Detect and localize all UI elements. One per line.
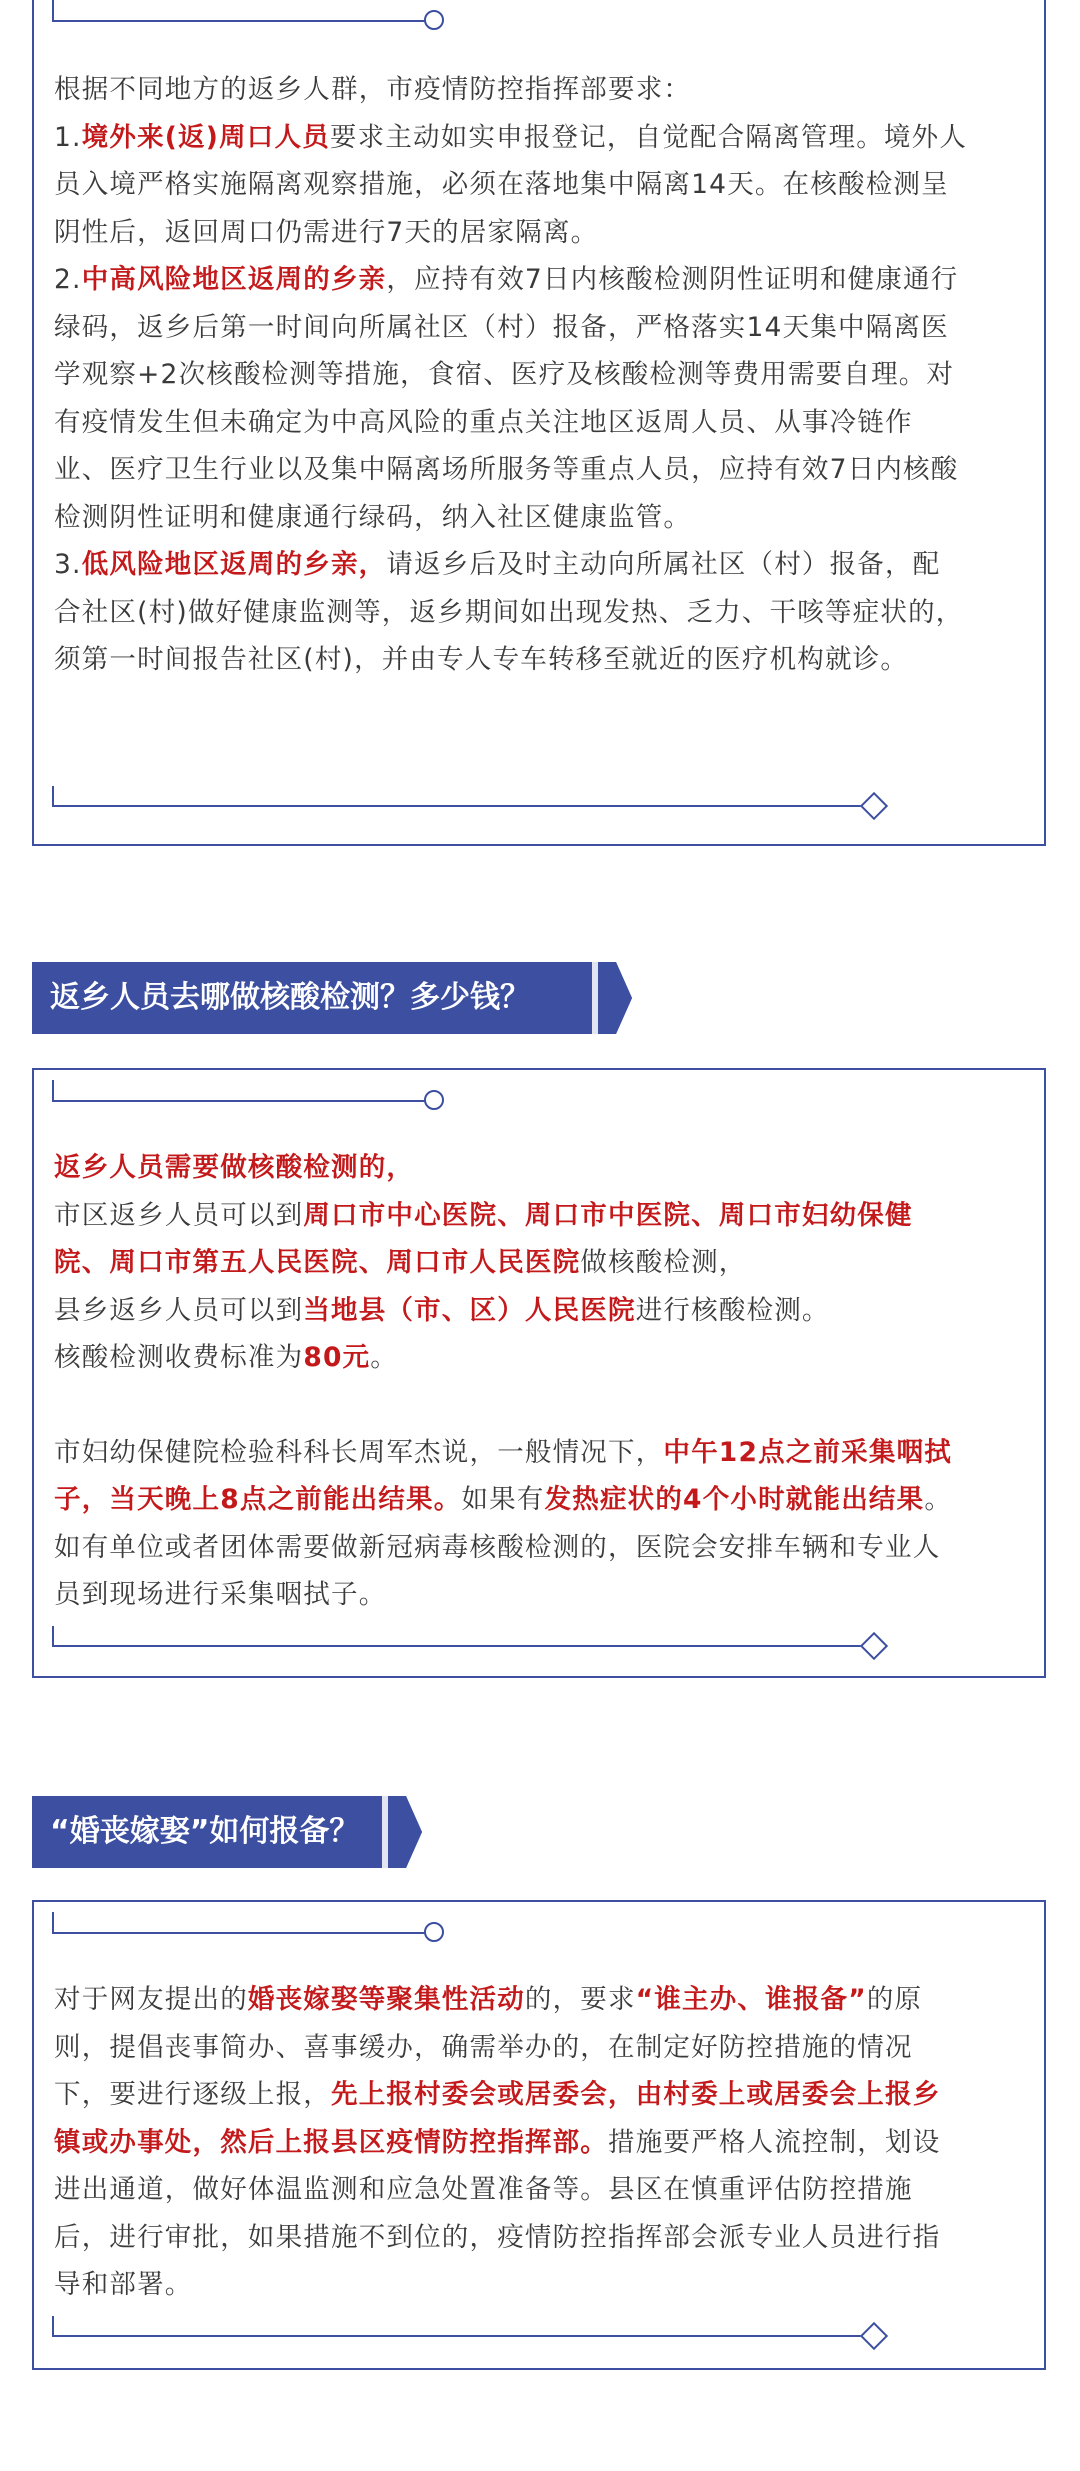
section2-city: 市区返乡人员可以到周口市中心医院、周口市中医院、周口市妇幼保健院、周口市第五人民医院、周口市人民医院做核酸检测， bbox=[54, 1199, 913, 1278]
diamond-ornament-icon bbox=[860, 792, 888, 820]
section1-text bbox=[54, 66, 968, 684]
section3-text bbox=[54, 1976, 968, 2309]
box-bottom-ornament bbox=[52, 786, 888, 816]
section-heading-wedding bbox=[32, 1796, 422, 1868]
circle-ornament-icon bbox=[424, 1922, 444, 1942]
section2-fee: 核酸检测收费标准为80元。 bbox=[54, 1342, 398, 1373]
box-bottom-ornament bbox=[52, 1626, 888, 1656]
section1-intro: 根据不同地方的返乡人群，市疫情防控指挥部要求： bbox=[54, 74, 692, 105]
section2-lead: 返乡人员需要做核酸检测的， bbox=[54, 1152, 415, 1183]
heading-wedding-label: “婚丧嫁娶”如何报备？ bbox=[50, 1814, 360, 1849]
circle-ornament-icon bbox=[424, 10, 444, 30]
section1-item2: 2.中高风险地区返周的乡亲，应持有效7日内核酸检测阴性证明和健康通行绿码，返乡后第一时间向所属社区（村）报备，严格落实14天集中隔离医学观察+2次核酸检测等措施，食宿、医疗及核酸检测等费用需要自理。对有疫情发生但未确定为中高风险的重点关注地区返周人员、从事冷链作业、医疗卫生行业以及集中隔离场所服务等重点人员，应持有效7日内核酸检测阴性证明和健康通行绿码，纳入社区健康监管。 bbox=[54, 264, 959, 533]
box-bottom-ornament bbox=[52, 2316, 888, 2346]
diamond-ornament-icon bbox=[860, 1632, 888, 1660]
section1-item3: 3.低风险地区返周的乡亲，请返乡后及时主动向所属社区（村）报备，配合社区(村)做好健康监测等，返乡期间如出现发热、乏力、干咳等症状的，须第一时间报告社区(村)，并由专人专车转移至就近的医疗机构就诊。 bbox=[54, 549, 964, 675]
section2-county: 县乡返乡人员可以到当地县（市、区）人民医院进行核酸检测。 bbox=[54, 1294, 830, 1326]
section2-text bbox=[54, 1144, 968, 1619]
section1-item1: 1.境外来(返)周口人员要求主动如实申报登记，自觉配合隔离管理。境外人员入境严格实施隔离观察措施，必须在落地集中隔离14天。在核酸检测呈阴性后，返回周口仍需进行7天的居家隔离。 bbox=[54, 121, 968, 248]
section-heading-test bbox=[32, 962, 632, 1034]
circle-ornament-icon bbox=[424, 1090, 444, 1110]
diamond-ornament-icon bbox=[860, 2322, 888, 2350]
heading-test-label: 返乡人员去哪做核酸检测？多少钱？ bbox=[50, 980, 530, 1015]
section2-paragraph2: 市妇幼保健院检验科科长周军杰说，一般情况下，中午12点之前采集咽拭子，当天晚上8点之前能出结果。如果有发热症状的4个小时就能出结果。如有单位或者团体需要做新冠病毒核酸检测的，医院会安排车辆和专业人员到现场进行采集咽拭子。 bbox=[54, 1436, 953, 1610]
section3-paragraph: 对于网友提出的婚丧嫁娶等聚集性活动的，要求“谁主办、谁报备”的原则，提倡丧事简办、喜事缓办，确需举办的，在制定好防控措施的情况下，要进行逐级上报，先上报村委会或居委会，由村委上或居委会上报乡镇或办事处，然后上报县区疫情防控指挥部。措施要严格人流控制，划设进出通道，做好体温监测和应急处置准备等。县区在慎重评估防控措施后，进行审批，如果措施不到位的，疫情防控指挥部会派专业人员进行指导和部署。 bbox=[54, 1984, 941, 2300]
